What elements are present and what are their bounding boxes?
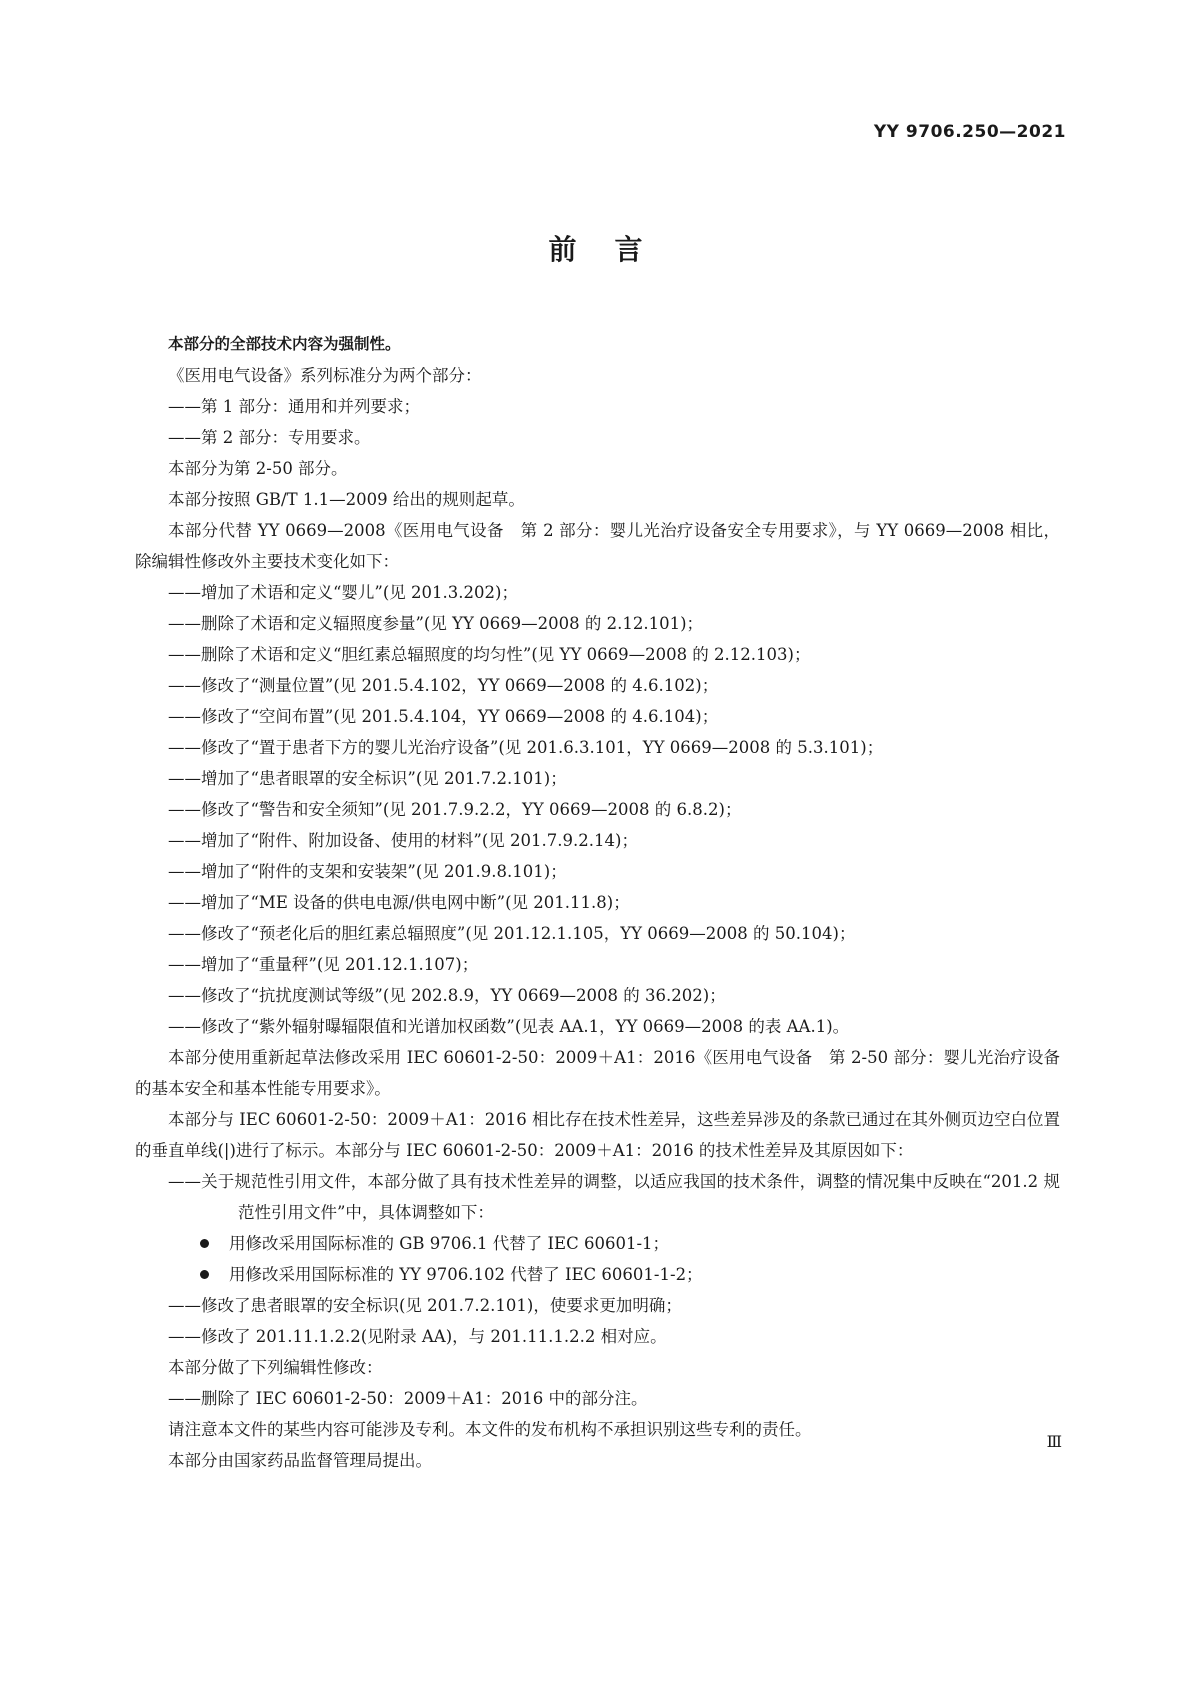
bullet-icon [200, 1239, 209, 1248]
preface-body [135, 329, 1060, 1476]
list-item: ——增加了“附件的支架和安装架”(见 201.9.8.101)； [168, 862, 567, 881]
list-item: ——增加了“重量秤”(见 201.12.1.107)； [168, 955, 479, 974]
list-item: ——增加了术语和定义“婴儿”(见 201.3.202)； [168, 583, 518, 602]
list-item: ——删除了术语和定义辐照度参量”(见 YY 0669—2008 的 2.12.101)； [168, 614, 704, 633]
page-title: 前言 [548, 233, 681, 266]
patent-notice: 请注意本文件的某些内容可能涉及专利。本文件的发布机构不承担识别这些专利的责任。 [168, 1420, 812, 1439]
paragraph: 本部分按照 GB/T 1.1—2009 给出的规则起草。 [168, 490, 525, 509]
list-item: ——增加了“患者眼罩的安全标识”(见 201.7.2.101)； [168, 769, 567, 788]
bullet-text: 用修改采用国际标准的 GB 9706.1 代替了 IEC 60601-1； [229, 1234, 670, 1253]
list-item: ——第 2 部分：专用要求。 [168, 428, 371, 447]
list-item: ——增加了“ME 设备的供电电源/供电网中断”(见 201.11.8)； [168, 893, 630, 912]
list-item: ——增加了“附件、附加设备、使用的材料”(见 201.7.9.2.14)； [168, 831, 638, 850]
list-item: ——修改了“空间布置”(见 201.5.4.104，YY 0669—2008 的 4.6.104)； [168, 707, 719, 726]
page-number: Ⅲ [1046, 1432, 1061, 1451]
bullet-item [135, 1228, 1060, 1259]
list-item: ——修改了“预老化后的胆红素总辐照度”(见 201.12.1.105，YY 0669—2008 的 50.104)； [168, 924, 856, 943]
paragraph-replacement: 本部分代替 YY 0669—2008《医用电气设备 第 2 部分：婴儿光治疗设备安全专用要求》，与 YY 0669—2008 相比，除编辑性修改外主要技术变化如下： [135, 521, 1060, 571]
paragraph: 本部分为第 2-50 部分。 [168, 459, 348, 478]
standard-code: YY 9706.250—2021 [873, 122, 1066, 142]
paragraph-adoption: 本部分使用重新起草法修改采用 IEC 60601-2-50：2009＋A1：2016《医用电气设备 第 2-50 部分：婴儿光治疗设备的基本安全和基本性能专用要求》。 [135, 1048, 1060, 1098]
bullet-text: 用修改采用国际标准的 YY 9706.102 代替了 IEC 60601-1-2； [229, 1265, 703, 1284]
list-item: ——删除了术语和定义“胆红素总辐照度的均匀性”(见 YY 0669—2008 的 2.12.103)； [168, 645, 811, 664]
list-item: ——修改了 201.11.1.2.2(见附录 AA)，与 201.11.1.2.2 相对应。 [168, 1327, 667, 1346]
list-item: ——第 1 部分：通用和并列要求； [168, 397, 420, 416]
list-item: ——关于规范性引用文件，本部分做了具有技术性差异的调整，以适应我国的技术条件，调整的情况集中反映在“201.2 规范性引用文件”中，具体调整如下： [168, 1172, 1060, 1222]
list-item: ——修改了“紫外辐射曝辐限值和光谱加权函数”(见表 AA.1，YY 0669—2008 的表 AA.1)。 [168, 1017, 850, 1036]
paragraph: 本部分做了下列编辑性修改： [168, 1358, 383, 1377]
list-item: ——删除了 IEC 60601-2-50：2009＋A1：2016 中的部分注。 [168, 1389, 648, 1408]
bullet-icon [200, 1270, 209, 1279]
paragraph-differences: 本部分与 IEC 60601-2-50：2009＋A1：2016 相比存在技术性差异，这些差异涉及的条款已通过在其外侧页边空白位置的垂直单线(|)进行了标示。本部分与 IEC 60601-2-50：2009＋A1：2016 的技术性差异及其原因如下： [135, 1110, 1060, 1160]
list-item: ——修改了患者眼罩的安全标识(见 201.7.2.101)，使要求更加明确； [168, 1296, 682, 1315]
paragraph: 《医用电气设备》系列标准分为两个部分： [168, 366, 482, 385]
list-item: ——修改了“警告和安全须知”(见 201.7.9.2.2，YY 0669—2008 的 6.8.2)； [168, 800, 742, 819]
list-item: ——修改了“抗扰度测试等级”(见 202.8.9，YY 0669—2008 的 36.202)； [168, 986, 726, 1005]
list-item: ——修改了“置于患者下方的婴儿光治疗设备”(见 201.6.3.101，YY 0669—2008 的 5.3.101)； [168, 738, 884, 757]
list-item: ——修改了“测量位置”(见 201.5.4.102，YY 0669—2008 的 4.6.102)； [168, 676, 719, 695]
mandatory-statement: 本部分的全部技术内容为强制性。 [168, 335, 401, 353]
bullet-item [135, 1259, 1060, 1290]
proposer-statement: 本部分由国家药品监督管理局提出。 [168, 1451, 432, 1470]
